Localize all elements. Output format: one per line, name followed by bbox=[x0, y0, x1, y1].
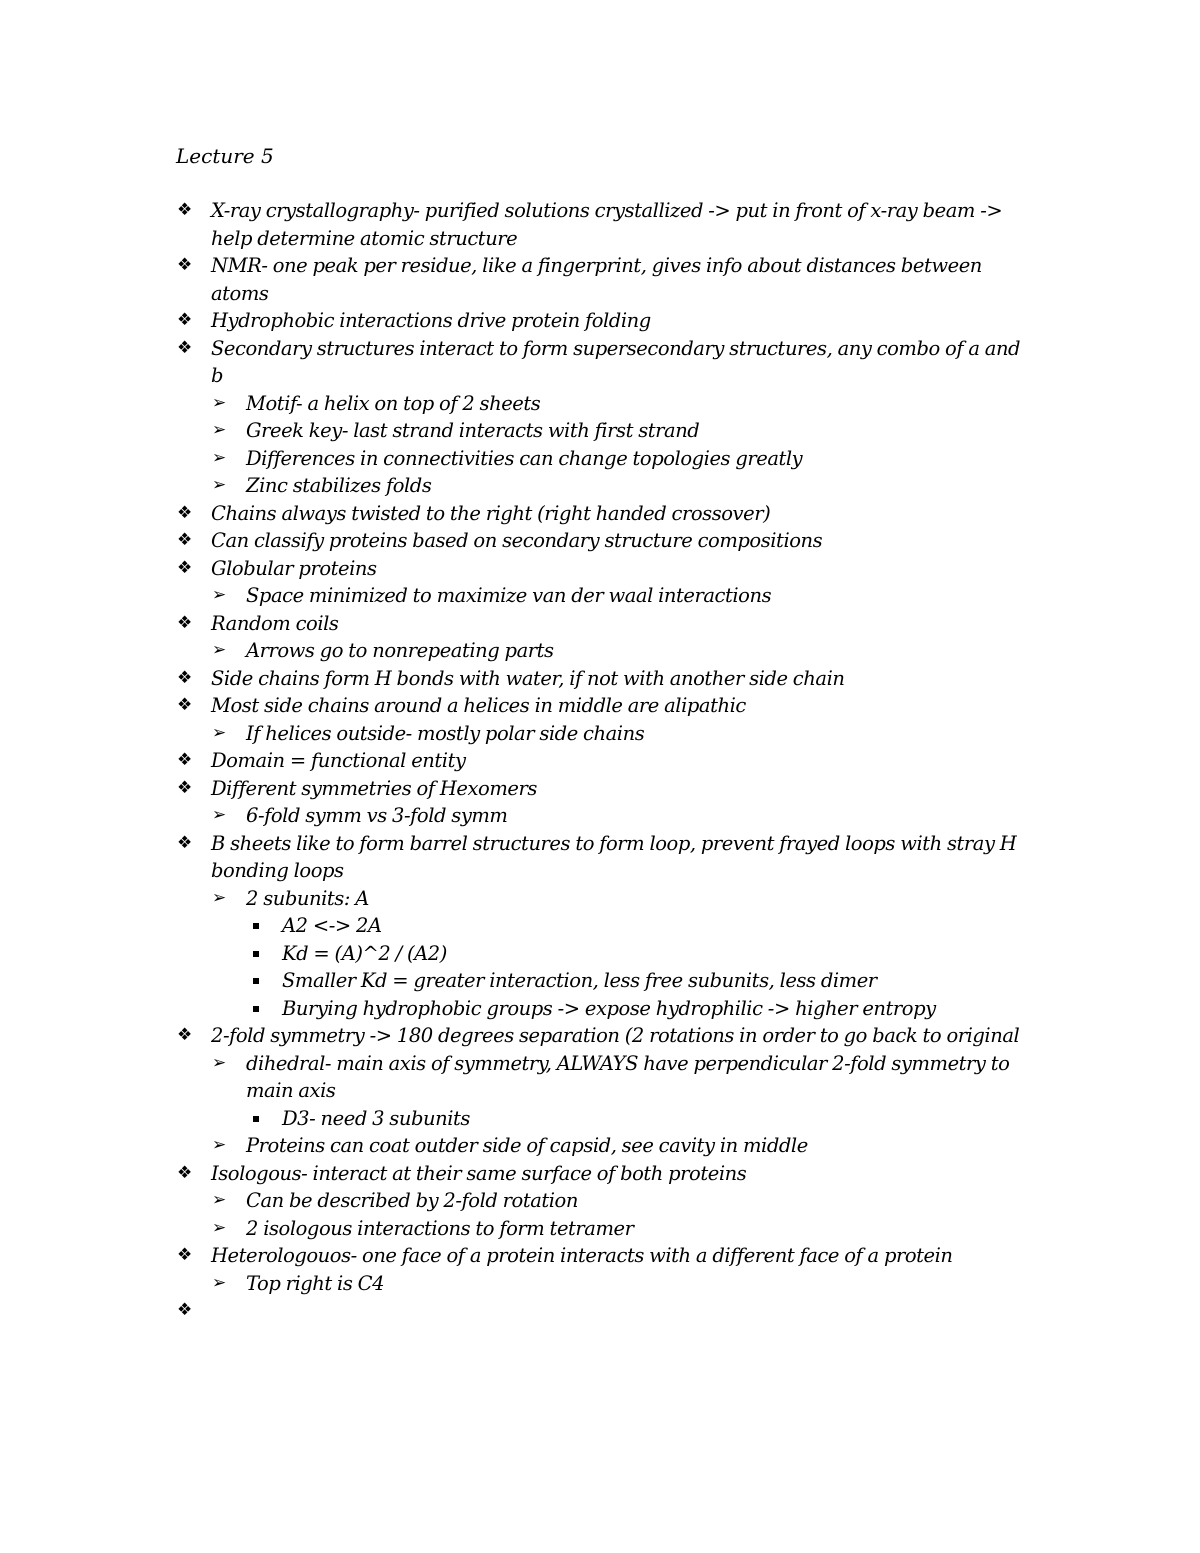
list-item bbox=[0, 1215, 1026, 1243]
list-item-text: D3- need 3 subunits bbox=[282, 1106, 470, 1130]
arrow-bullet-icon: ➢ bbox=[212, 1135, 226, 1155]
list-item-text: 2-fold symmetry -> 180 degrees separation (2 rotations in order to go back to original bbox=[211, 1024, 1020, 1047]
list-item bbox=[0, 445, 1026, 473]
list-item bbox=[0, 472, 1026, 500]
list-item bbox=[0, 665, 1026, 693]
diamond-bullet-icon: ❖ bbox=[177, 1245, 192, 1265]
arrow-bullet-icon: ➢ bbox=[212, 420, 226, 440]
list-item-text: Random coils bbox=[211, 611, 339, 635]
list-item-text: Most side chains around a helices in middle are alipathic bbox=[211, 694, 746, 717]
list-item-text: Greek key- last strand interacts with first strand bbox=[246, 419, 700, 442]
list-item bbox=[0, 307, 1026, 335]
square-bullet-icon bbox=[253, 1006, 259, 1012]
list-item-text: X-ray crystallography- purified solutions crystallized -> put in front of x-ray beam -> help determine atomic structure bbox=[211, 199, 1003, 250]
square-bullet-icon bbox=[253, 923, 259, 929]
list-item-text: B sheets like to form barrel structures to form loop, prevent frayed loops with stray H bonding loops bbox=[211, 831, 1017, 882]
arrow-bullet-icon: ➢ bbox=[212, 887, 226, 908]
list-item-text: Burying hydrophobic groups -> expose hydrophilic -> higher entropy bbox=[282, 996, 936, 1020]
diamond-bullet-icon: ❖ bbox=[177, 502, 192, 523]
diamond-bullet-icon: ❖ bbox=[177, 255, 192, 275]
list-item bbox=[0, 500, 1026, 528]
diamond-bullet-icon: ❖ bbox=[177, 1300, 192, 1320]
diamond-bullet-icon: ❖ bbox=[177, 832, 192, 853]
list-item bbox=[0, 802, 1026, 830]
list-item-text: A2 <-> 2A bbox=[282, 914, 382, 937]
list-item bbox=[0, 637, 1026, 665]
diamond-bullet-icon: ❖ bbox=[177, 310, 192, 330]
diamond-bullet-icon: ❖ bbox=[177, 777, 192, 798]
list-item-text: 6-fold symm vs 3-fold symm bbox=[246, 804, 508, 827]
list-item-text: Globular proteins bbox=[211, 556, 377, 580]
diamond-bullet-icon: ❖ bbox=[177, 337, 192, 358]
square-bullet-icon bbox=[253, 978, 259, 984]
diamond-bullet-icon: ❖ bbox=[177, 750, 192, 770]
list-item-text: Secondary structures interact to form supersecondary structures, any combo of a and b bbox=[211, 336, 1021, 387]
list-item bbox=[0, 610, 1026, 638]
diamond-bullet-icon: ❖ bbox=[177, 695, 192, 715]
list-item bbox=[0, 1105, 1026, 1133]
list-item bbox=[0, 252, 1026, 307]
list-item bbox=[0, 940, 1026, 968]
diamond-bullet-icon: ❖ bbox=[177, 1162, 192, 1183]
diamond-bullet-icon: ❖ bbox=[177, 530, 192, 550]
list-item bbox=[0, 335, 1026, 390]
list-item-text: Hydrophobic interactions drive protein folding bbox=[211, 309, 651, 332]
list-item bbox=[0, 747, 1026, 775]
arrow-bullet-icon: ➢ bbox=[212, 722, 226, 743]
list-item-text: Differences in connectivities can change topologies greatly bbox=[246, 446, 803, 470]
list-item-text: If helices outside- mostly polar side chains bbox=[246, 721, 645, 745]
list-item bbox=[0, 1160, 1026, 1188]
diamond-bullet-icon: ❖ bbox=[177, 200, 192, 220]
list-item-text: Different symmetries of Hexomers bbox=[211, 776, 537, 800]
diamond-bullet-icon: ❖ bbox=[177, 667, 192, 688]
list-item bbox=[0, 692, 1026, 720]
list-item-text: Proteins can coat outder side of capsid, see cavity in middle bbox=[246, 1134, 808, 1157]
arrow-bullet-icon: ➢ bbox=[212, 392, 226, 413]
arrow-bullet-icon: ➢ bbox=[212, 1190, 226, 1210]
list-item bbox=[0, 1050, 1026, 1105]
list-item bbox=[0, 1132, 1026, 1160]
list-item-text: dihedral- main axis of symmetry, ALWAYS have perpendicular 2-fold symmetry to main axis bbox=[246, 1051, 1010, 1102]
list-item bbox=[0, 417, 1026, 445]
list-item-text: Isologous- interact at their same surface of both proteins bbox=[211, 1161, 747, 1185]
list-item-text: Can be described by 2-fold rotation bbox=[246, 1189, 578, 1212]
list-item bbox=[0, 1242, 1026, 1270]
list-item bbox=[0, 995, 1026, 1023]
square-bullet-icon bbox=[253, 1116, 259, 1122]
list-item bbox=[0, 390, 1026, 418]
diamond-bullet-icon: ❖ bbox=[177, 612, 192, 633]
list-item-text: Smaller Kd = greater interaction, less free subunits, less dimer bbox=[282, 969, 877, 992]
list-item-text: NMR- one peak per residue, like a fingerprint, gives info about distances between atoms bbox=[211, 254, 982, 305]
list-item bbox=[0, 1187, 1026, 1215]
list-item-text: Side chains form H bonds with water, if not with another side chain bbox=[211, 666, 845, 690]
list-item-text: Zinc stabilizes folds bbox=[246, 474, 432, 497]
list-item-text: Motif- a helix on top of 2 sheets bbox=[246, 391, 541, 415]
arrow-bullet-icon: ➢ bbox=[212, 447, 226, 468]
list-item-text: Chains always twisted to the right (right handed crossover) bbox=[211, 501, 771, 525]
list-item bbox=[0, 527, 1026, 555]
list-item-text: Kd = (A)^2 / (A2) bbox=[282, 941, 447, 965]
arrow-bullet-icon: ➢ bbox=[212, 1272, 226, 1293]
page-title: Lecture 5 bbox=[176, 144, 274, 168]
arrow-bullet-icon: ➢ bbox=[212, 1217, 226, 1238]
list-item-text: Domain = functional entity bbox=[211, 749, 466, 772]
list-item-text: Can classify proteins based on secondary structure compositions bbox=[211, 529, 823, 552]
list-item-text: 2 isologous interactions to form tetramer bbox=[246, 1216, 634, 1240]
diamond-bullet-icon: ❖ bbox=[177, 557, 192, 578]
list-item bbox=[0, 830, 1026, 885]
list-item bbox=[0, 1270, 1026, 1298]
list-item-text: Arrows go to nonrepeating parts bbox=[246, 639, 554, 662]
arrow-bullet-icon: ➢ bbox=[212, 805, 226, 825]
list-item bbox=[0, 197, 1026, 252]
list-item bbox=[0, 967, 1026, 995]
arrow-bullet-icon: ➢ bbox=[212, 475, 226, 495]
list-item bbox=[0, 775, 1026, 803]
list-item bbox=[0, 582, 1026, 610]
list-item-text: Top right is C4 bbox=[246, 1271, 385, 1295]
notes-list bbox=[0, 197, 1200, 1320]
list-item bbox=[0, 912, 1026, 940]
list-item bbox=[0, 555, 1026, 583]
arrow-bullet-icon: ➢ bbox=[212, 1052, 226, 1073]
list-item-text: Heterologouos- one face of a protein interacts with a different face of a protein bbox=[211, 1244, 953, 1267]
list-item-text: Space minimized to maximize van der waal interactions bbox=[246, 584, 772, 607]
list-item bbox=[0, 720, 1026, 748]
arrow-bullet-icon: ➢ bbox=[212, 585, 226, 605]
list-item bbox=[0, 885, 1026, 913]
diamond-bullet-icon: ❖ bbox=[177, 1025, 192, 1045]
list-item bbox=[0, 1022, 1026, 1050]
square-bullet-icon bbox=[253, 951, 259, 957]
arrow-bullet-icon: ➢ bbox=[212, 640, 226, 660]
list-item-text: 2 subunits: A bbox=[246, 886, 369, 910]
